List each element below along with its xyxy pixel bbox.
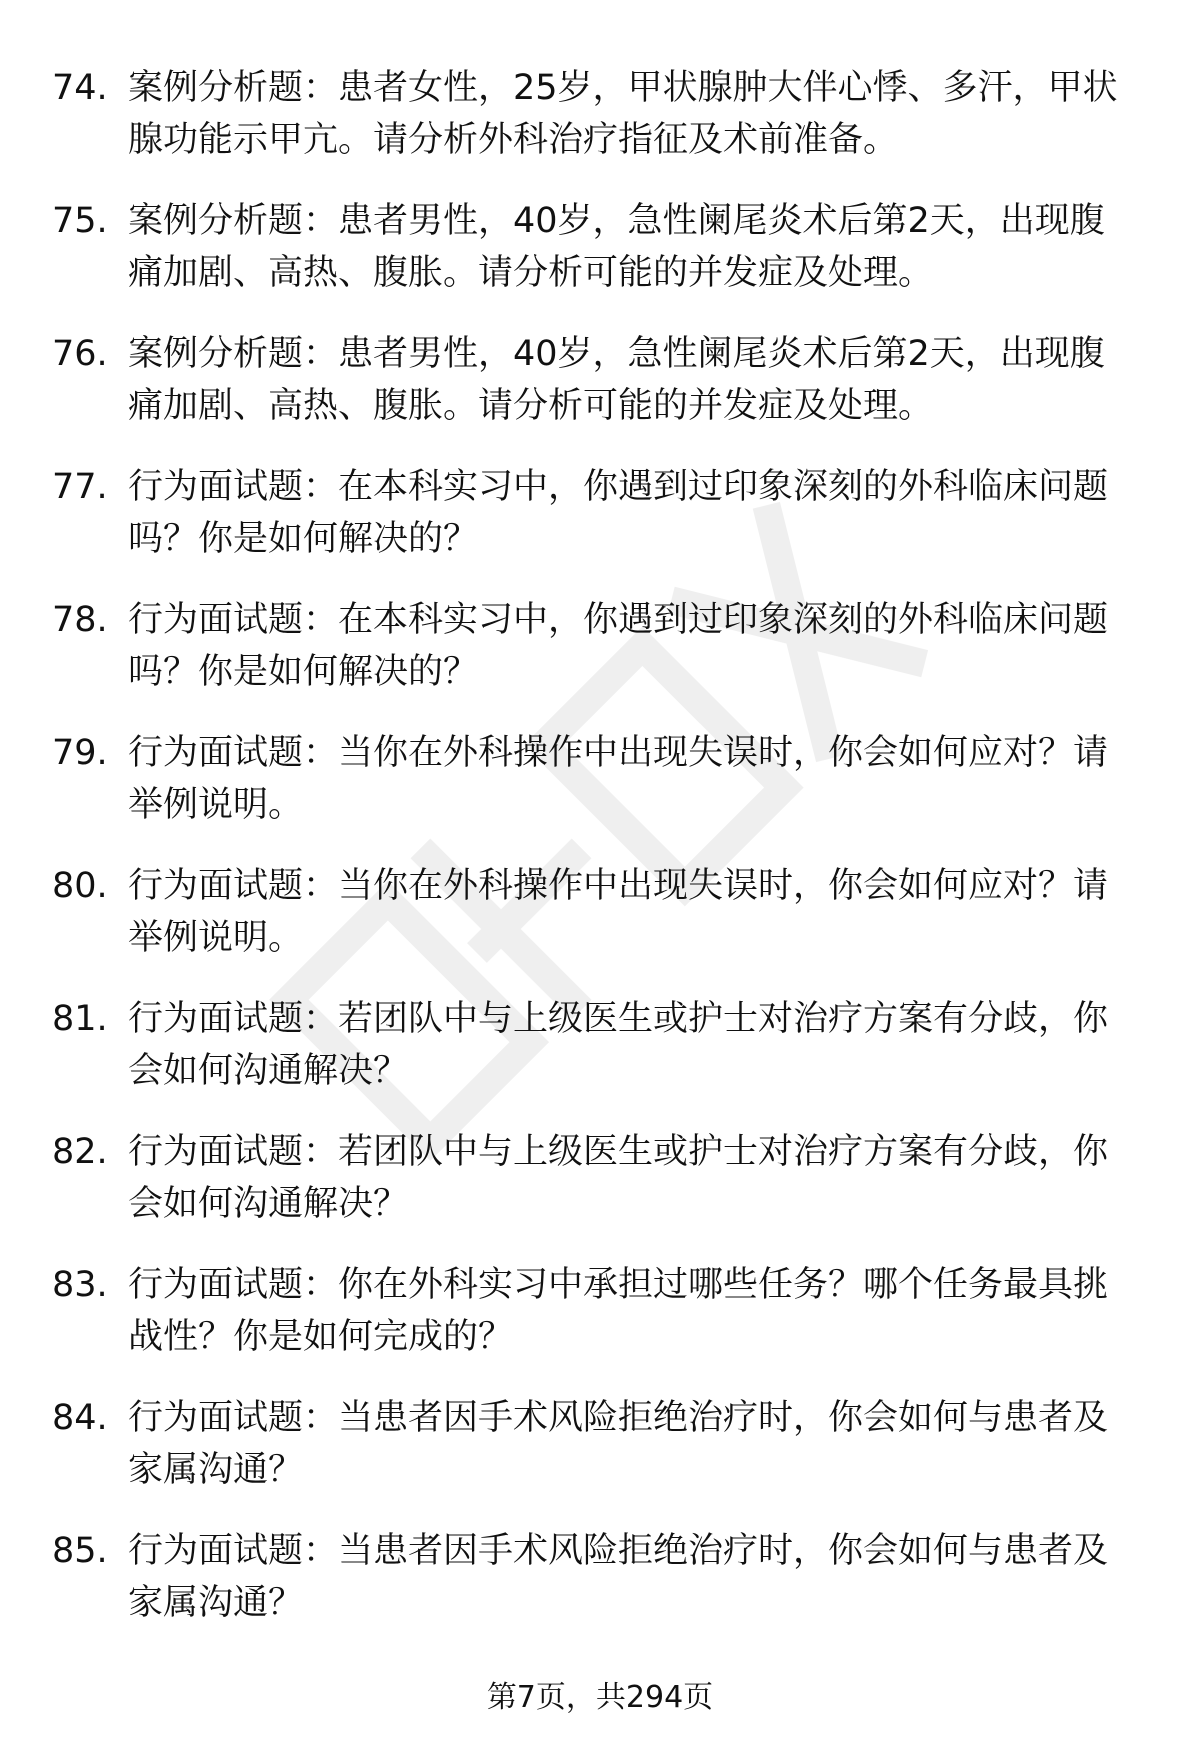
question-number: 75. <box>52 201 108 241</box>
question-text: 案例分析题：患者男性，40岁，急性阑尾炎术后第2天，出现腹痛加剧、高热、腹胀。请分析可能的并发症及处理。 <box>128 201 1105 293</box>
page-number-footer: 第7页，共294页 <box>486 1680 714 1715</box>
question-list <box>52 62 1152 1658</box>
question-number: 80. <box>52 866 108 906</box>
question-text: 行为面试题：当你在外科操作中出现失误时，你会如何应对？请举例说明。 <box>128 733 1109 825</box>
question-text: 案例分析题：患者男性，40岁，急性阑尾炎术后第2天，出现腹痛加剧、高热、腹胀。请分析可能的并发症及处理。 <box>128 334 1105 426</box>
question-text: 行为面试题：若团队中与上级医生或护士对治疗方案有分歧，你会如何沟通解决？ <box>128 999 1109 1091</box>
question-number: 82. <box>52 1132 108 1172</box>
question-text: 行为面试题：你在外科实习中承担过哪些任务？哪个任务最具挑战性？你是如何完成的？ <box>128 1265 1109 1357</box>
list-item <box>52 1126 1152 1259</box>
question-text: 行为面试题：当患者因手术风险拒绝治疗时，你会如何与患者及家属沟通？ <box>128 1531 1109 1623</box>
question-number: 85. <box>52 1531 108 1571</box>
question-number: 84. <box>52 1398 108 1438</box>
list-item <box>52 1259 1152 1392</box>
question-number: 81. <box>52 999 108 1039</box>
question-number: 76. <box>52 334 108 374</box>
list-item <box>52 993 1152 1126</box>
question-text: 行为面试题：在本科实习中，你遇到过印象深刻的外科临床问题吗？你是如何解决的？ <box>128 600 1109 692</box>
list-item <box>52 594 1152 727</box>
question-text: 行为面试题：当你在外科操作中出现失误时，你会如何应对？请举例说明。 <box>128 866 1109 958</box>
list-item <box>52 727 1152 860</box>
question-text: 行为面试题：若团队中与上级医生或护士对治疗方案有分歧，你会如何沟通解决？ <box>128 1132 1109 1224</box>
question-number: 74. <box>52 68 108 108</box>
question-number: 79. <box>52 733 108 773</box>
question-text: 案例分析题：患者女性，25岁，甲状腺肿大伴心悸、多汗，甲状腺功能示甲亢。请分析外科治疗指征及术前准备。 <box>128 68 1118 160</box>
question-text: 行为面试题：在本科实习中，你遇到过印象深刻的外科临床问题吗？你是如何解决的？ <box>128 467 1109 559</box>
list-item <box>52 195 1152 328</box>
list-item <box>52 461 1152 594</box>
list-item <box>52 1392 1152 1525</box>
question-number: 77. <box>52 467 108 507</box>
list-item <box>52 328 1152 461</box>
list-item <box>52 62 1152 195</box>
question-number: 78. <box>52 600 108 640</box>
list-item <box>52 860 1152 993</box>
question-number: 83. <box>52 1265 108 1305</box>
list-item <box>52 1525 1152 1658</box>
question-text: 行为面试题：当患者因手术风险拒绝治疗时，你会如何与患者及家属沟通？ <box>128 1398 1109 1490</box>
